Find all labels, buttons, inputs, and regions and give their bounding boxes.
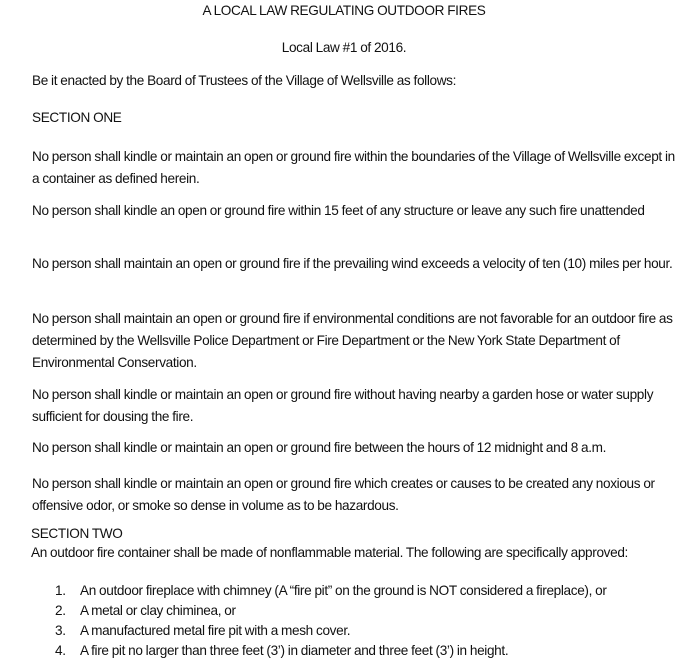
list-item-text: An outdoor fireplace with chimney (A “fire pit” on the ground is NOT considered a fireplace), or	[80, 583, 607, 598]
list-item-number: 1.	[55, 583, 66, 598]
list-item-number: 4.	[55, 643, 66, 658]
section-one-paragraph: No person shall kindle or maintain an open or ground fire between the hours of 12 midnight and 8 a.m.	[32, 440, 607, 455]
list-item	[31, 601, 686, 621]
section-one-paragraph: No person shall kindle an open or ground fire within 15 feet of any structure or leave any such fire unattended	[32, 203, 645, 218]
list-item-text: A manufactured metal fire pit with a mesh cover.	[80, 623, 351, 638]
approved-containers-list	[31, 581, 686, 661]
section-one-paragraph: No person shall kindle or maintain an open or ground fire which creates or causes to be created any noxious or offensive odor, or smoke so dense in volume as to be hazardous.	[32, 476, 655, 513]
document-title: A LOCAL LAW REGULATING OUTDOOR FIRES	[202, 3, 486, 18]
document-subtitle: Local Law #1 of 2016.	[281, 40, 407, 55]
section-one-paragraph: No person shall kindle or maintain an open or ground fire within the boundaries of the Village of Wellsville except in a container as defined herein.	[32, 149, 675, 186]
list-item-number: 3.	[55, 623, 66, 638]
section-one-paragraph: No person shall kindle or maintain an open or ground fire without having nearby a garden hose or water supply sufficient for dousing the fire.	[32, 387, 654, 424]
section-one-heading: SECTION ONE	[32, 110, 122, 125]
section-two-heading: SECTION TWO	[31, 526, 123, 541]
list-item-text: A fire pit no larger than three feet (3’) in diameter and three feet (3’) in height.	[80, 643, 509, 658]
section-one-paragraph: No person shall maintain an open or ground fire if environmental conditions are not favorable for an outdoor fire as determined by the Wellsville Police Department or Fire Department or the New York State Department of Environmental Conservation.	[32, 311, 673, 370]
list-item	[31, 641, 686, 661]
preamble: Be it enacted by the Board of Trustees of the Village of Wellsville as follows:	[32, 73, 457, 88]
list-item-text: A metal or clay chiminea, or	[80, 603, 236, 618]
list-item	[31, 621, 686, 641]
section-one-paragraph: No person shall maintain an open or ground fire if the prevailing wind exceeds a velocity of ten (10) miles per hour.	[32, 256, 673, 271]
section-two-intro: An outdoor fire container shall be made of nonflammable material. The following are specifically approved:	[31, 545, 628, 560]
list-item	[31, 581, 686, 601]
list-item-number: 2.	[55, 603, 66, 618]
